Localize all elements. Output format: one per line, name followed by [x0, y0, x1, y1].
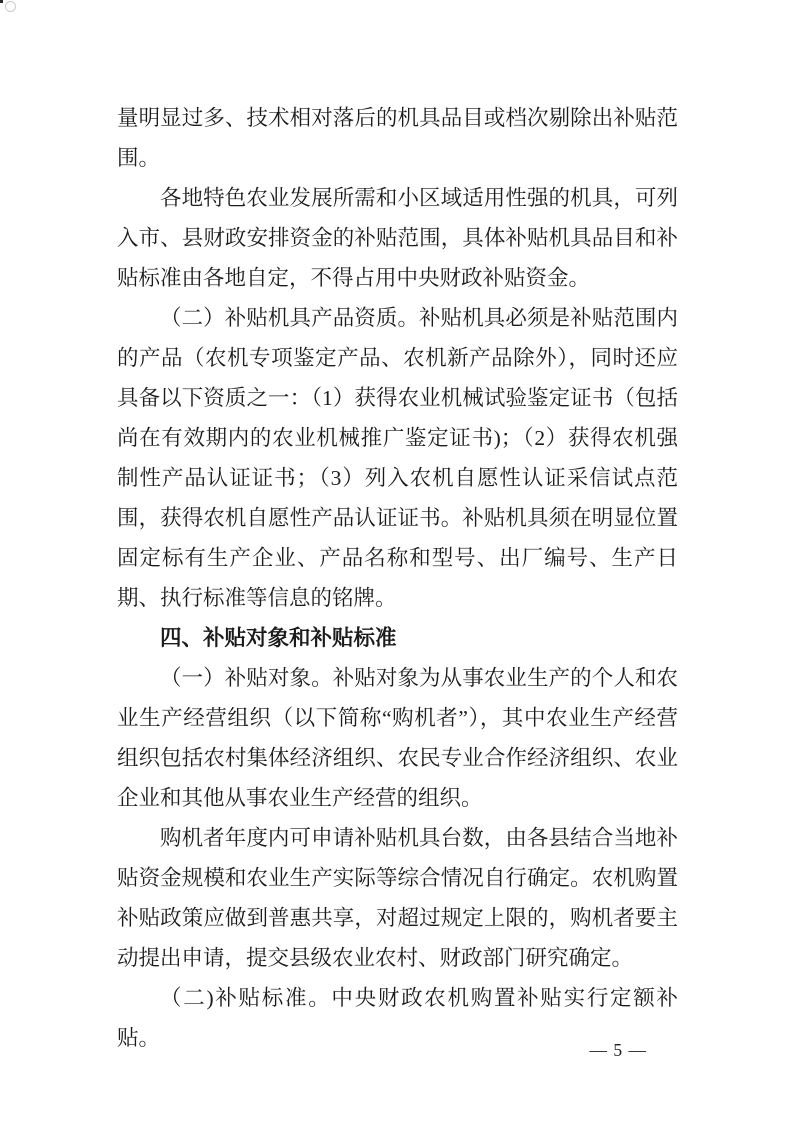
- corner-artifact-dot: [0, 0, 3, 3]
- paragraph: （二）补贴机具产品资质。补贴机具必须是补贴范围内的产品（农机专项鉴定产品、农机新产品除外），同时还应具备以下资质之一：（1）获得农业机械试验鉴定证书（包括尚在有效期内的农业机械推广鉴定证书)；（2）获得农机强制性产品认证证书；（3）列入农机自愿性认证采信试点范围，获得农机自愿性产品认证证书。补贴机具须在明显位置固定标有生产企业、产品名称和型号、出厂编号、生产日期、执行标准等信息的铭牌。: [117, 306, 678, 610]
- paragraph: 购机者年度内可申请补贴机具台数，由各县结合当地补贴资金规模和农业生产实际等综合情况自行确定。农机购置补贴政策应做到普惠共享，对超过规定上限的，购机者要主动提出申请，提交县级农业农村、财政部门研究确定。: [117, 826, 678, 970]
- document-body: [117, 98, 678, 1058]
- paragraph: 各地特色农业发展所需和小区域适用性强的机具，可列入市、县财政安排资金的补贴范围，具体补贴机具品目和补贴标准由各地自定，不得占用中央财政补贴资金。: [117, 186, 678, 290]
- page-number: — 5 —: [589, 1040, 647, 1060]
- paragraph: （二)补贴标准。中央财政农机购置补贴实行定额补贴。: [117, 986, 678, 1050]
- paragraph-continuation: 量明显过多、技术相对落后的机具品目或档次剔除出补贴范围。: [117, 106, 678, 170]
- corner-artifact-ring: [5, 1, 16, 12]
- section-heading: 四、补贴对象和补贴标准: [160, 626, 397, 650]
- paragraph: （一）补贴对象。补贴对象为从事农业生产的个人和农业生产经营组织（以下简称“购机者”），其中农业生产经营组织包括农村集体经济组织、农民专业合作经济组织、农业企业和其他从事农业生产经营的组织。: [117, 666, 678, 810]
